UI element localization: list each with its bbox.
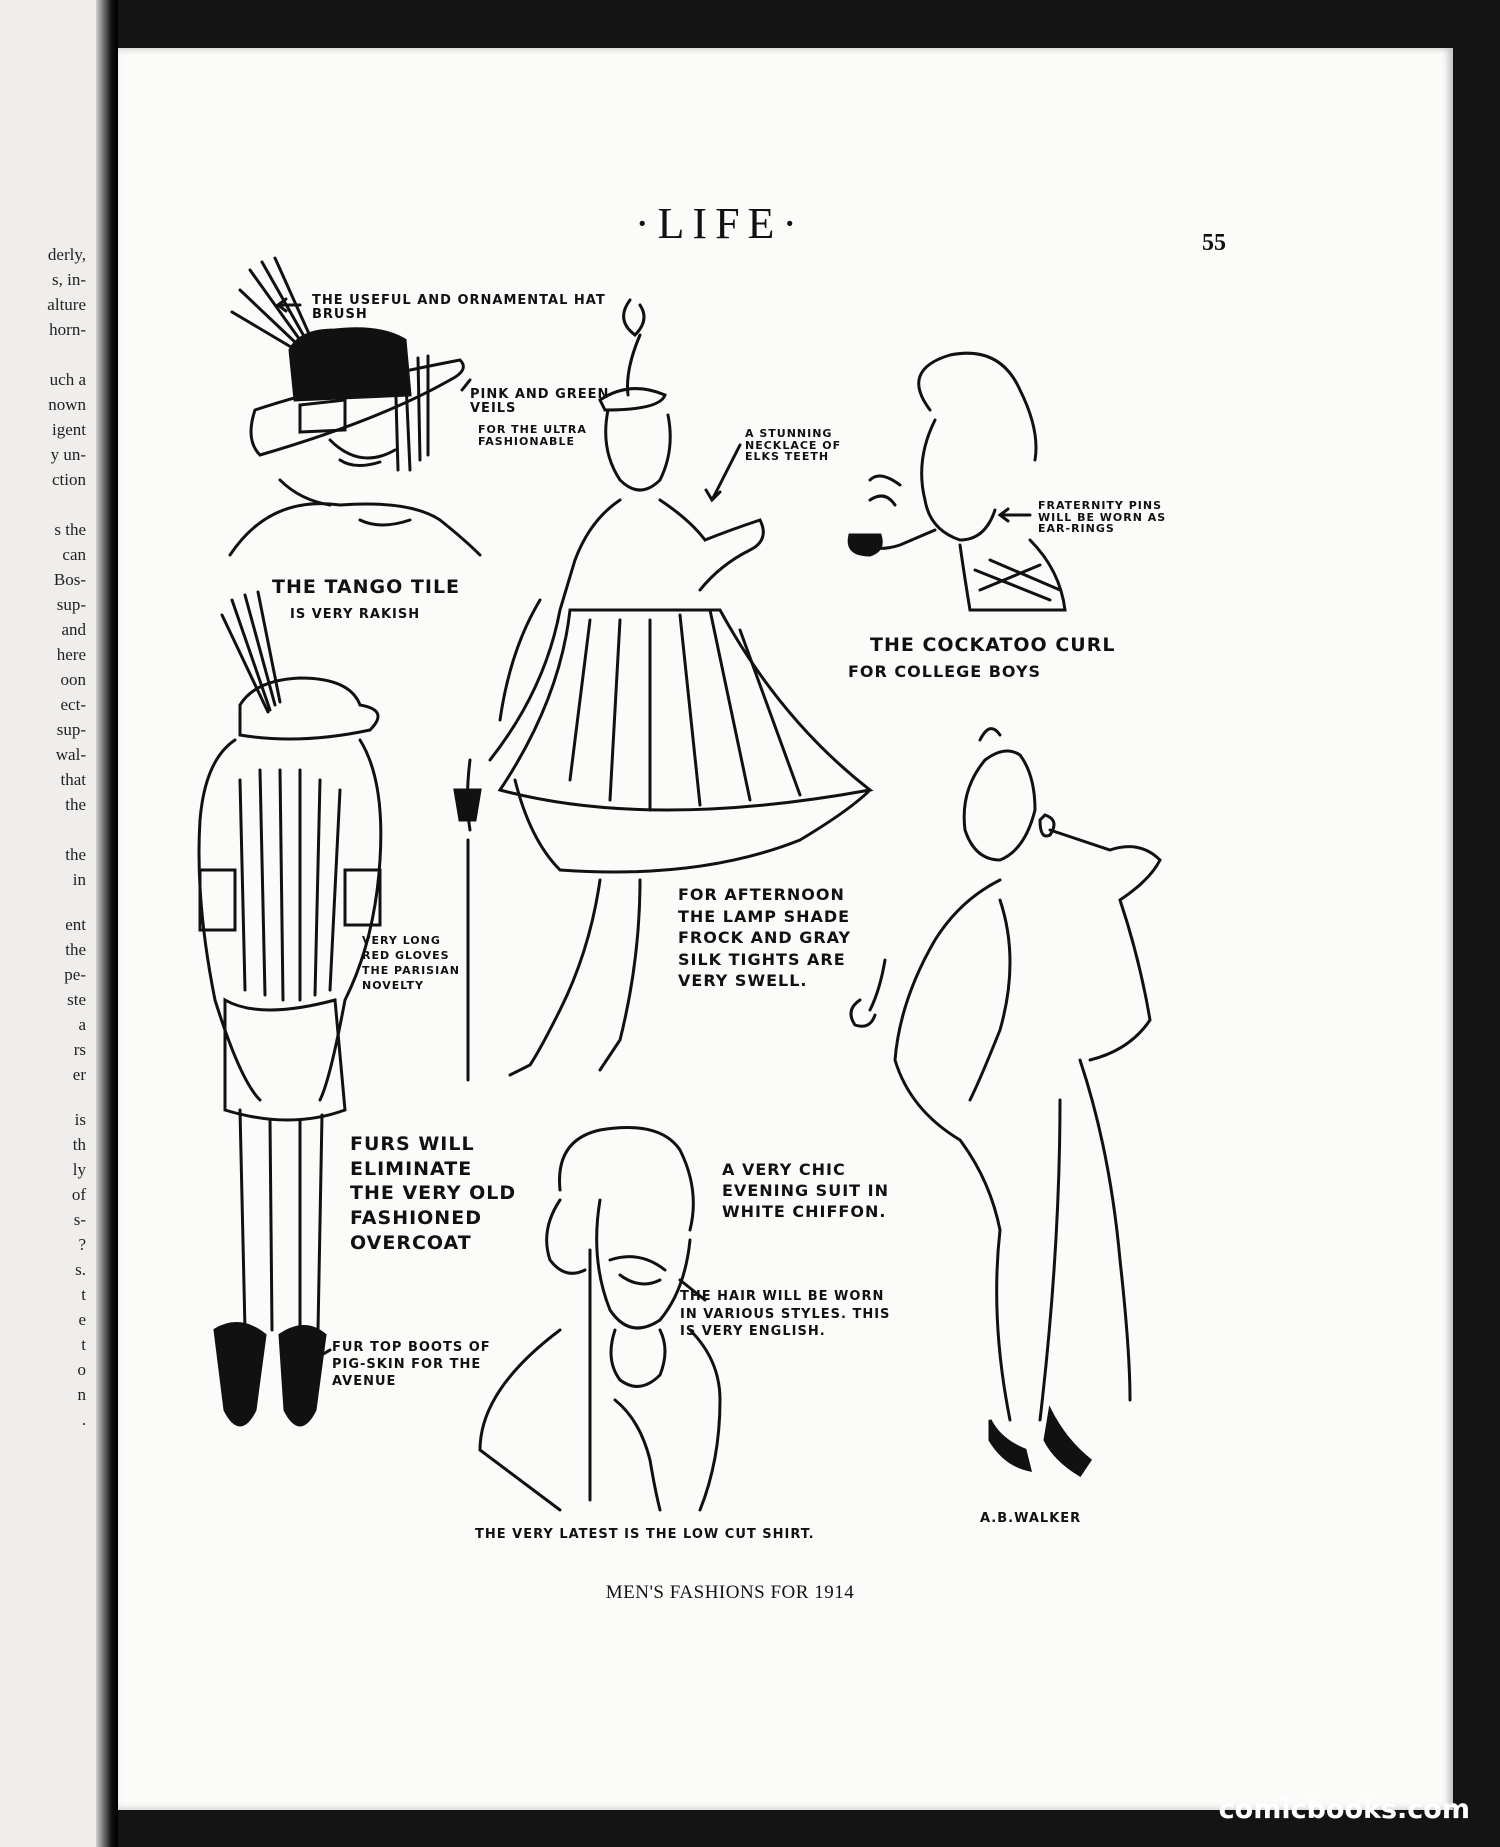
label-necklace: A STUNNING NECKLACE OF ELKS TEETH: [745, 427, 842, 464]
label-english-hair: THE HAIR WILL BE WORN IN VARIOUS STYLES. THIS IS VERY ENGLISH.: [680, 1289, 891, 1340]
masthead-title: ·LIFE·: [634, 199, 806, 248]
left-page-fragment: uch a: [49, 370, 86, 389]
left-page-fragment: of: [71, 1185, 86, 1204]
label-red-gloves: VERY LONG RED GLOVES THE PARISIAN NOVELTY: [362, 934, 460, 992]
left-page-fragment: in: [72, 870, 86, 889]
left-page-fragment: e: [78, 1310, 86, 1329]
left-page-fragment: horn-: [49, 320, 86, 339]
left-page-fragment: ly: [72, 1160, 86, 1179]
left-page-fragment: oon: [60, 670, 86, 689]
left-page-fragment: s.: [75, 1260, 86, 1279]
cockatoo-curl-figure: [849, 353, 1065, 610]
left-page-fragment: th: [72, 1135, 86, 1154]
left-page-fragment: n: [77, 1385, 86, 1404]
left-page-fragment: can: [62, 545, 86, 564]
left-page-fragment: er: [72, 1065, 86, 1084]
left-page-fragment: s-: [73, 1210, 86, 1229]
left-page-fragment: s the: [54, 520, 86, 539]
label-evening-suit: A VERY CHIC EVENING SUIT IN WHITE CHIFFON.: [722, 1160, 889, 1221]
left-page-fragment: ?: [78, 1235, 86, 1254]
label-fur-boots: FUR TOP BOOTS OF PIG-SKIN FOR THE AVENUE: [332, 1340, 491, 1389]
label-cockatoo-sub: FOR COLLEGE BOYS: [848, 662, 1042, 681]
left-page-fragment: ect-: [60, 695, 86, 714]
left-page-fragment: rs: [73, 1040, 86, 1059]
left-page-fragment: pe-: [64, 965, 86, 984]
label-afternoon-frock: FOR AFTERNOON THE LAMP SHADE FROCK AND GRAY SILK TIGHTS ARE VERY SWELL.: [678, 885, 852, 991]
left-page-fragment: .: [81, 1410, 86, 1429]
left-page-fragment: sup-: [56, 595, 86, 614]
furs-lady-figure: [199, 592, 381, 1425]
page-caption: MEN'S FASHIONS FOR 1914: [605, 1582, 855, 1603]
left-page-fragment: ste: [67, 990, 86, 1009]
left-page-fragment: ction: [52, 470, 86, 489]
label-fraternity-pins: FRATERNITY PINS WILL BE WORN AS EAR-RINGS: [1038, 499, 1167, 536]
left-page-fragment: t: [81, 1335, 86, 1354]
left-page-fragment: nown: [48, 395, 86, 414]
label-furs: FURS WILL ELIMINATE THE VERY OLD FASHIONED OVERCOAT: [350, 1133, 517, 1254]
left-page-fragment: derly,: [47, 245, 86, 264]
left-page-fragment: is: [74, 1110, 86, 1129]
left-page-fragment: the: [65, 940, 86, 959]
label-hat-brush: THE USEFUL AND ORNAMENTAL HAT BRUSH: [312, 293, 606, 322]
label-veils-sub: FOR THE ULTRA FASHIONABLE: [478, 423, 587, 448]
page-number: 55: [1202, 230, 1226, 256]
left-page-fragment: Bos-: [53, 570, 86, 589]
label-low-cut-shirt: THE VERY LATEST IS THE LOW CUT SHIRT.: [475, 1527, 815, 1542]
left-page-fragment: a: [78, 1015, 86, 1034]
label-tango-tile: THE TANGO TILE: [272, 576, 461, 598]
left-page-fragment: s, in-: [52, 270, 86, 289]
watermark: comicbooks.com: [1218, 1794, 1470, 1825]
left-page-fragment: ent: [65, 915, 86, 934]
label-cockatoo-curl: THE COCKATOO CURL: [870, 634, 1116, 656]
left-page-fragment: sup-: [56, 720, 86, 739]
artist-signature: A.B.WALKER: [980, 1511, 1082, 1526]
left-page-fragment: o: [77, 1360, 86, 1379]
left-page-fragment: the: [65, 845, 86, 864]
left-page-fragment: y un-: [50, 445, 86, 464]
left-page-fragment: alture: [47, 295, 86, 314]
left-page-fragment: and: [61, 620, 86, 639]
left-page-fragment: igent: [52, 420, 86, 439]
left-page-fragment: wal-: [55, 745, 86, 764]
label-veils: PINK AND GREEN VEILS: [470, 387, 610, 416]
left-page-fragment: the: [65, 795, 86, 814]
label-tango-sub: IS VERY RAKISH: [290, 607, 421, 622]
evening-suit-figure: [851, 729, 1160, 1475]
left-page-fragment: here: [56, 645, 86, 664]
left-page-fragment: t: [81, 1285, 86, 1304]
left-page-fragment: that: [60, 770, 86, 789]
